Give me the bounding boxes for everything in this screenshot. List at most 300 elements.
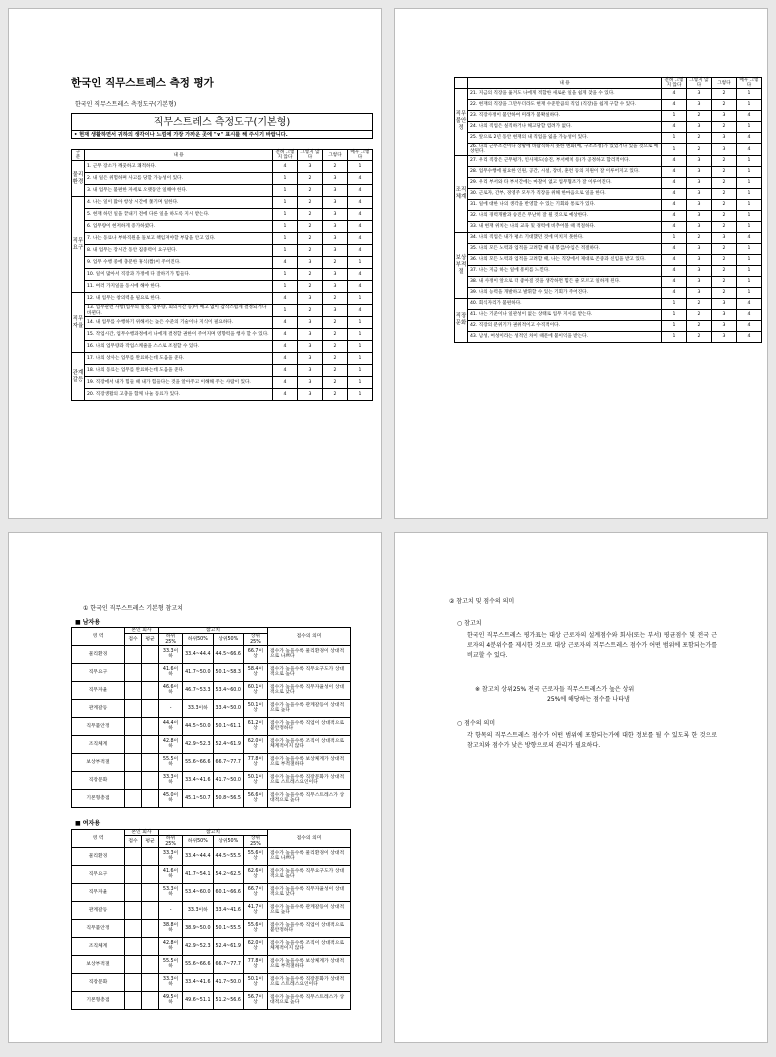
- score-cell[interactable]: 3: [298, 317, 323, 329]
- score-cell[interactable]: 4: [348, 209, 373, 221]
- avg-score-cell[interactable]: [142, 735, 159, 753]
- score-cell[interactable]: 3: [687, 210, 712, 221]
- avg-score-cell[interactable]: [142, 937, 159, 955]
- score-cell[interactable]: 2: [323, 365, 348, 377]
- score-cell[interactable]: 2: [687, 331, 712, 342]
- score-cell[interactable]: 2: [687, 111, 712, 122]
- score-cell[interactable]: 3: [687, 155, 712, 166]
- score-cell[interactable]: 4: [737, 298, 762, 309]
- score-cell[interactable]: 4: [348, 197, 373, 209]
- score-cell[interactable]: 3: [687, 100, 712, 111]
- avg-score-cell[interactable]: [142, 645, 159, 663]
- score-cell[interactable]: 3: [687, 254, 712, 265]
- table-row: [72, 365, 373, 377]
- my-score-cell[interactable]: [125, 681, 142, 699]
- avg-score-cell[interactable]: [142, 717, 159, 735]
- score-cell[interactable]: 3: [712, 232, 737, 243]
- score-cell[interactable]: 2: [323, 317, 348, 329]
- score-cell[interactable]: 3: [687, 166, 712, 177]
- question-text: 5. 현재 하던 일을 끝내기 전에 다른 일을 하도록 지시 받는다.: [85, 209, 273, 221]
- score-cell[interactable]: 2: [712, 265, 737, 276]
- score-cell[interactable]: 2: [323, 377, 348, 389]
- score-cell[interactable]: 2: [323, 389, 348, 401]
- table-row: [455, 331, 762, 342]
- avg-score-cell[interactable]: [142, 699, 159, 717]
- score-cell[interactable]: 4: [662, 199, 687, 210]
- score-cell[interactable]: 3: [323, 209, 348, 221]
- avg-score-cell[interactable]: [142, 847, 159, 865]
- score-cell[interactable]: 1: [273, 281, 298, 293]
- score-cell[interactable]: 1: [348, 161, 373, 173]
- section-label: 조직체계: [455, 155, 468, 232]
- score-cell[interactable]: 3: [687, 89, 712, 100]
- score-cell[interactable]: 2: [712, 89, 737, 100]
- score-cell[interactable]: 2: [687, 133, 712, 144]
- domain-name: 관계갈등: [72, 699, 125, 717]
- score-cell[interactable]: 4: [662, 276, 687, 287]
- score-cell[interactable]: 2: [712, 122, 737, 133]
- quartile-q3: 44.5~66.6: [213, 645, 243, 663]
- score-cell[interactable]: 1: [273, 173, 298, 185]
- score-cell[interactable]: 4: [273, 317, 298, 329]
- table-row: [72, 937, 351, 955]
- score-cell[interactable]: 3: [687, 243, 712, 254]
- score-cell[interactable]: 1: [737, 177, 762, 188]
- score-cell[interactable]: 2: [712, 188, 737, 199]
- my-score-cell[interactable]: [125, 973, 142, 991]
- table-row: [455, 155, 762, 166]
- score-cell[interactable]: 3: [298, 293, 323, 305]
- score-cell[interactable]: 2: [712, 276, 737, 287]
- meaning-body: 각 항목의 직무스트레스 점수가 어떤 범위에 포함되는가에 대한 정보를 될 수 있도록 한 것으로 참고치와 점수가 낮은 방향으로의 관리가 필요하다.: [467, 732, 717, 749]
- score-cell[interactable]: 3: [687, 199, 712, 210]
- score-cell[interactable]: 2: [712, 155, 737, 166]
- score-cell[interactable]: 4: [348, 173, 373, 185]
- my-score-cell[interactable]: [125, 991, 142, 1009]
- avg-score-cell[interactable]: [142, 973, 159, 991]
- score-meaning: 점수가 높을수록 직업이 상대적으로 불안정하다: [268, 717, 351, 735]
- score-cell[interactable]: 1: [662, 111, 687, 122]
- question-text: 7. 나는 동료나 부하직원을 돌보고 책임져야할 부담을 안고 있다.: [85, 233, 273, 245]
- score-cell[interactable]: 2: [687, 232, 712, 243]
- score-cell[interactable]: 3: [687, 122, 712, 133]
- score-cell[interactable]: 2: [323, 341, 348, 353]
- table-row: [72, 901, 351, 919]
- score-cell[interactable]: 1: [737, 100, 762, 111]
- score-cell[interactable]: 3: [298, 353, 323, 365]
- score-cell[interactable]: 4: [737, 331, 762, 342]
- quartile-q3: 44.5~55.5: [213, 847, 243, 865]
- table-row: [72, 341, 373, 353]
- score-cell[interactable]: 3: [298, 341, 323, 353]
- score-cell[interactable]: 4: [273, 161, 298, 173]
- score-cell[interactable]: 4: [348, 185, 373, 197]
- table-row: [455, 111, 762, 122]
- avg-score-cell[interactable]: [142, 991, 159, 1009]
- my-score-cell[interactable]: [125, 919, 142, 937]
- score-cell[interactable]: 4: [348, 305, 373, 317]
- score-cell[interactable]: 3: [712, 331, 737, 342]
- score-cell[interactable]: 4: [273, 293, 298, 305]
- document-page-4: [394, 532, 768, 1043]
- score-meaning: 점수가 높을수록 직무요구도가 상대적으로 높다: [268, 663, 351, 681]
- score-cell[interactable]: 2: [298, 185, 323, 197]
- score-cell[interactable]: 4: [662, 221, 687, 232]
- score-meaning: 점수가 높을수록 관계갈등이 상대적으로 높다: [268, 901, 351, 919]
- score-cell[interactable]: 3: [712, 298, 737, 309]
- table-row: [72, 389, 373, 401]
- section-label: 직무불안정: [455, 89, 468, 156]
- quartile-q3: 50.1~61.1: [213, 717, 243, 735]
- score-cell[interactable]: 1: [737, 254, 762, 265]
- score-cell[interactable]: 1: [273, 221, 298, 233]
- score-cell[interactable]: 3: [323, 233, 348, 245]
- score-cell[interactable]: 2: [298, 209, 323, 221]
- question-text: 43. 남성, 여성이라는 성적인 차이 때문에 불이익을 받는다.: [468, 331, 662, 342]
- score-cell[interactable]: 4: [273, 365, 298, 377]
- my-score-cell[interactable]: [125, 883, 142, 901]
- score-cell[interactable]: 2: [712, 221, 737, 232]
- table-row: [455, 177, 762, 188]
- score-cell[interactable]: 2: [712, 166, 737, 177]
- score-cell[interactable]: 1: [273, 245, 298, 257]
- table-row: [72, 789, 351, 807]
- table-row: [72, 973, 351, 991]
- my-score-cell[interactable]: [125, 699, 142, 717]
- quartile-q3: 60.1~66.6: [213, 883, 243, 901]
- score-cell[interactable]: 3: [323, 173, 348, 185]
- score-cell[interactable]: 1: [737, 122, 762, 133]
- score-cell[interactable]: 4: [662, 89, 687, 100]
- domain-name: 직무자율: [72, 681, 125, 699]
- question-text: 42. 직장의 분위기가 권위적이고 수직적이다.: [468, 320, 662, 331]
- quartile-q2: 45.1~50.7: [183, 789, 213, 807]
- my-score-cell[interactable]: [125, 753, 142, 771]
- score-cell[interactable]: 2: [298, 173, 323, 185]
- question-text: 29. 우리 부서와 타 부서간에는 마찰이 없고 업무협조가 잘 이루어진다.: [468, 177, 662, 188]
- score-cell[interactable]: 1: [348, 365, 373, 377]
- score-cell[interactable]: 2: [712, 177, 737, 188]
- score-cell[interactable]: 2: [323, 257, 348, 269]
- header-company: 본인 회사: [125, 628, 159, 634]
- score-cell[interactable]: 2: [687, 320, 712, 331]
- score-cell[interactable]: 3: [687, 287, 712, 298]
- domain-name: 보상부적절: [72, 955, 125, 973]
- score-cell[interactable]: 4: [348, 233, 373, 245]
- score-cell[interactable]: 1: [662, 144, 687, 156]
- score-cell[interactable]: 4: [273, 353, 298, 365]
- quartile-q4: 56.7이상: [243, 991, 267, 1009]
- quartile-q2: 42.9~52.3: [183, 937, 213, 955]
- header-content: 내 용: [85, 150, 273, 161]
- score-cell[interactable]: 2: [712, 199, 737, 210]
- male-reference-table: [71, 627, 351, 808]
- score-cell[interactable]: 1: [662, 331, 687, 342]
- score-cell[interactable]: 2: [323, 353, 348, 365]
- score-cell[interactable]: 1: [737, 243, 762, 254]
- score-cell[interactable]: 1: [737, 166, 762, 177]
- table-row: [72, 197, 373, 209]
- score-cell[interactable]: 2: [712, 287, 737, 298]
- questionnaire-table-1: [71, 149, 373, 401]
- score-cell[interactable]: 2: [687, 144, 712, 156]
- question-text: 39. 나의 능력을 개발하고 발휘할 수 있는 기회가 주어진다.: [468, 287, 662, 298]
- score-cell[interactable]: 4: [273, 341, 298, 353]
- table-row: [72, 681, 351, 699]
- quartile-q1: 33.3이하: [159, 645, 183, 663]
- section-heading: ② 참고치 및 점수의 의미: [449, 598, 515, 605]
- score-cell[interactable]: 2: [687, 309, 712, 320]
- score-cell[interactable]: 2: [323, 161, 348, 173]
- my-score-cell[interactable]: [125, 735, 142, 753]
- my-score-cell[interactable]: [125, 901, 142, 919]
- quartile-q4: 58.4이상: [243, 663, 267, 681]
- score-cell[interactable]: 3: [712, 111, 737, 122]
- score-cell[interactable]: 4: [273, 329, 298, 341]
- avg-score-cell[interactable]: [142, 753, 159, 771]
- score-cell[interactable]: 3: [712, 320, 737, 331]
- score-cell[interactable]: 1: [273, 197, 298, 209]
- score-cell[interactable]: 1: [273, 233, 298, 245]
- score-meaning: 점수가 높을수록 보상체계가 상대적으로 부적절하다: [268, 955, 351, 973]
- document-page-2: [394, 8, 768, 519]
- header-meaning: 점수의 의미: [268, 628, 351, 646]
- header-reference: 참고치: [159, 830, 268, 836]
- score-cell[interactable]: 2: [712, 210, 737, 221]
- avg-score-cell[interactable]: [142, 663, 159, 681]
- quartile-q3: 53.4~60.0: [213, 681, 243, 699]
- score-cell[interactable]: 4: [737, 309, 762, 320]
- score-cell[interactable]: 3: [298, 365, 323, 377]
- score-cell[interactable]: 3: [712, 309, 737, 320]
- score-cell[interactable]: 1: [348, 329, 373, 341]
- score-cell[interactable]: 4: [662, 254, 687, 265]
- question-text: 33. 내 현재 위치는 나의 교육 및 경력에 비추어볼 때 적절하다.: [468, 221, 662, 232]
- score-cell[interactable]: 3: [323, 269, 348, 281]
- quartile-q4: 66.7이상: [243, 883, 267, 901]
- score-cell[interactable]: 4: [662, 100, 687, 111]
- score-cell[interactable]: 2: [298, 245, 323, 257]
- score-cell[interactable]: 1: [737, 276, 762, 287]
- score-cell[interactable]: 3: [298, 257, 323, 269]
- my-score-cell[interactable]: [125, 789, 142, 807]
- my-score-cell[interactable]: [125, 865, 142, 883]
- table-row: [455, 232, 762, 243]
- domain-name: 기본형총점: [72, 789, 125, 807]
- score-cell[interactable]: 4: [662, 155, 687, 166]
- score-cell[interactable]: 3: [323, 245, 348, 257]
- score-cell[interactable]: 1: [737, 265, 762, 276]
- score-cell[interactable]: 1: [737, 287, 762, 298]
- score-cell[interactable]: 2: [298, 281, 323, 293]
- table-row: [455, 276, 762, 287]
- my-score-cell[interactable]: [125, 771, 142, 789]
- score-cell[interactable]: 3: [298, 389, 323, 401]
- score-cell[interactable]: 1: [348, 293, 373, 305]
- score-cell[interactable]: 1: [348, 257, 373, 269]
- avg-score-cell[interactable]: [142, 901, 159, 919]
- score-cell[interactable]: 1: [348, 389, 373, 401]
- avg-score-cell[interactable]: [142, 771, 159, 789]
- score-cell[interactable]: 3: [687, 221, 712, 232]
- section-label: 직무요구: [72, 197, 85, 293]
- score-cell[interactable]: 3: [712, 144, 737, 156]
- score-cell[interactable]: 2: [298, 197, 323, 209]
- instruction-text: • 현재 생활하면서 귀하의 생각이나 느낌에 가장 가까운 곳에 "∨" 표시를 해 주시기 바랍니다.: [71, 130, 373, 139]
- score-cell[interactable]: 1: [662, 309, 687, 320]
- score-cell[interactable]: 4: [273, 377, 298, 389]
- score-cell[interactable]: 2: [298, 305, 323, 317]
- table-row: [455, 188, 762, 199]
- score-cell[interactable]: 3: [298, 161, 323, 173]
- quartile-q4: 56.6이상: [243, 789, 267, 807]
- score-cell[interactable]: 3: [712, 133, 737, 144]
- score-cell[interactable]: 4: [662, 210, 687, 221]
- score-cell[interactable]: 1: [348, 377, 373, 389]
- score-cell[interactable]: 1: [737, 155, 762, 166]
- my-score-cell[interactable]: [125, 955, 142, 973]
- score-cell[interactable]: 1: [273, 209, 298, 221]
- quartile-q3: 66.7~77.7: [213, 955, 243, 973]
- quartile-q1: 33.3이하: [159, 973, 183, 991]
- quartile-q3: 33.4~50.0: [213, 699, 243, 717]
- score-cell[interactable]: 1: [273, 305, 298, 317]
- score-cell[interactable]: 4: [348, 245, 373, 257]
- score-cell[interactable]: 4: [662, 177, 687, 188]
- question-text: 14. 내 업무를 수행하기 위해서는 높은 수준의 기술이나 지식이 필요하다.: [85, 317, 273, 329]
- score-cell[interactable]: 3: [323, 221, 348, 233]
- question-text: 2. 내 일은 위험하며 사고를 당할 가능성이 있다.: [85, 173, 273, 185]
- avg-score-cell[interactable]: [142, 865, 159, 883]
- score-cell[interactable]: 4: [737, 111, 762, 122]
- my-score-cell[interactable]: [125, 937, 142, 955]
- table-row: [72, 245, 373, 257]
- score-cell[interactable]: 3: [323, 185, 348, 197]
- quartile-q2: 41.7~50.0: [183, 663, 213, 681]
- avg-score-cell[interactable]: [142, 789, 159, 807]
- score-cell[interactable]: 2: [712, 243, 737, 254]
- score-cell[interactable]: 1: [662, 133, 687, 144]
- quartile-q2: 55.6~66.6: [183, 955, 213, 973]
- score-cell[interactable]: 4: [662, 122, 687, 133]
- score-cell[interactable]: 3: [687, 265, 712, 276]
- score-cell[interactable]: 2: [712, 100, 737, 111]
- score-cell[interactable]: 2: [298, 221, 323, 233]
- score-cell[interactable]: 2: [323, 293, 348, 305]
- score-cell[interactable]: 4: [737, 320, 762, 331]
- score-cell[interactable]: 4: [348, 221, 373, 233]
- score-cell[interactable]: 3: [323, 305, 348, 317]
- score-cell[interactable]: 3: [687, 276, 712, 287]
- score-cell[interactable]: 3: [687, 177, 712, 188]
- score-cell[interactable]: 3: [323, 197, 348, 209]
- quartile-q2: 53.4~60.0: [183, 883, 213, 901]
- score-meaning: 점수가 높을수록 보상체계가 상대적으로 부적절하다: [268, 753, 351, 771]
- score-cell[interactable]: 1: [737, 188, 762, 199]
- score-cell[interactable]: 1: [737, 199, 762, 210]
- table-row: [455, 254, 762, 265]
- score-cell[interactable]: 1: [737, 89, 762, 100]
- score-cell[interactable]: 4: [737, 232, 762, 243]
- score-meaning: 점수가 높을수록 관계갈등이 상대적으로 높다: [268, 699, 351, 717]
- questionnaire-table-2: [454, 77, 762, 343]
- table-row: [455, 320, 762, 331]
- header-col3: 그렇다: [712, 78, 737, 89]
- score-meaning: 점수가 높을수록 조직이 상대적으로 체계적이지 않다: [268, 937, 351, 955]
- score-cell[interactable]: 4: [662, 188, 687, 199]
- table-row: [455, 89, 762, 100]
- question-text: 24. 나의 직업은 실직하거나 해고당할 염려가 없다.: [468, 122, 662, 133]
- score-cell[interactable]: 2: [298, 269, 323, 281]
- my-score-cell[interactable]: [125, 645, 142, 663]
- avg-score-cell[interactable]: [142, 955, 159, 973]
- score-cell[interactable]: 4: [273, 389, 298, 401]
- score-cell[interactable]: 4: [737, 133, 762, 144]
- table-row: [72, 883, 351, 901]
- avg-score-cell[interactable]: [142, 681, 159, 699]
- my-score-cell[interactable]: [125, 717, 142, 735]
- table-row: [72, 269, 373, 281]
- score-cell[interactable]: 1: [348, 353, 373, 365]
- score-cell[interactable]: 3: [298, 377, 323, 389]
- score-cell[interactable]: 1: [662, 232, 687, 243]
- score-cell[interactable]: 2: [687, 298, 712, 309]
- score-cell[interactable]: 3: [298, 329, 323, 341]
- score-cell[interactable]: 4: [662, 265, 687, 276]
- question-text: 12. 내 업무는 창의력을 필요로 한다.: [85, 293, 273, 305]
- my-score-cell[interactable]: [125, 847, 142, 865]
- score-cell[interactable]: 2: [298, 233, 323, 245]
- table-row: [72, 771, 351, 789]
- score-cell[interactable]: 1: [737, 210, 762, 221]
- question-text: 25. 앞으로 2년 동안 현재의 내 직업을 잃을 가능성이 있다.: [468, 133, 662, 144]
- avg-score-cell[interactable]: [142, 883, 159, 901]
- header-my: 점수: [125, 634, 142, 646]
- quartile-q2: 49.6~51.1: [183, 991, 213, 1009]
- score-cell[interactable]: 3: [323, 281, 348, 293]
- score-cell[interactable]: 3: [687, 188, 712, 199]
- score-cell[interactable]: 1: [273, 269, 298, 281]
- question-text: 10. 일이 많아서 직장과 가정에 다 잘하기가 힘들다.: [85, 269, 273, 281]
- score-cell[interactable]: 1: [662, 298, 687, 309]
- my-score-cell[interactable]: [125, 663, 142, 681]
- score-cell[interactable]: 4: [662, 287, 687, 298]
- avg-score-cell[interactable]: [142, 919, 159, 937]
- score-cell[interactable]: 4: [348, 281, 373, 293]
- table-row: [455, 298, 762, 309]
- table-row: [72, 377, 373, 389]
- question-text: 4. 나는 일이 많아 항상 시간에 쫓기며 일한다.: [85, 197, 273, 209]
- score-cell[interactable]: 4: [662, 166, 687, 177]
- score-cell[interactable]: 1: [273, 185, 298, 197]
- score-cell[interactable]: 2: [712, 254, 737, 265]
- reference-subheading: ○ 참고치: [457, 620, 482, 627]
- score-cell[interactable]: 4: [737, 144, 762, 156]
- score-cell[interactable]: 1: [737, 221, 762, 232]
- score-cell[interactable]: 4: [662, 243, 687, 254]
- score-cell[interactable]: 4: [348, 269, 373, 281]
- question-text: 18. 나의 동료는 업무를 완료하는데 도움을 준다.: [85, 365, 273, 377]
- domain-name: 직장문화: [72, 973, 125, 991]
- score-cell[interactable]: 1: [348, 317, 373, 329]
- header-section-empty: [455, 78, 468, 89]
- score-cell[interactable]: 2: [323, 329, 348, 341]
- quartile-q3: 41.7~50.0: [213, 771, 243, 789]
- table-row: [455, 199, 762, 210]
- score-cell[interactable]: 1: [662, 320, 687, 331]
- score-cell[interactable]: 1: [348, 341, 373, 353]
- score-cell[interactable]: 4: [273, 257, 298, 269]
